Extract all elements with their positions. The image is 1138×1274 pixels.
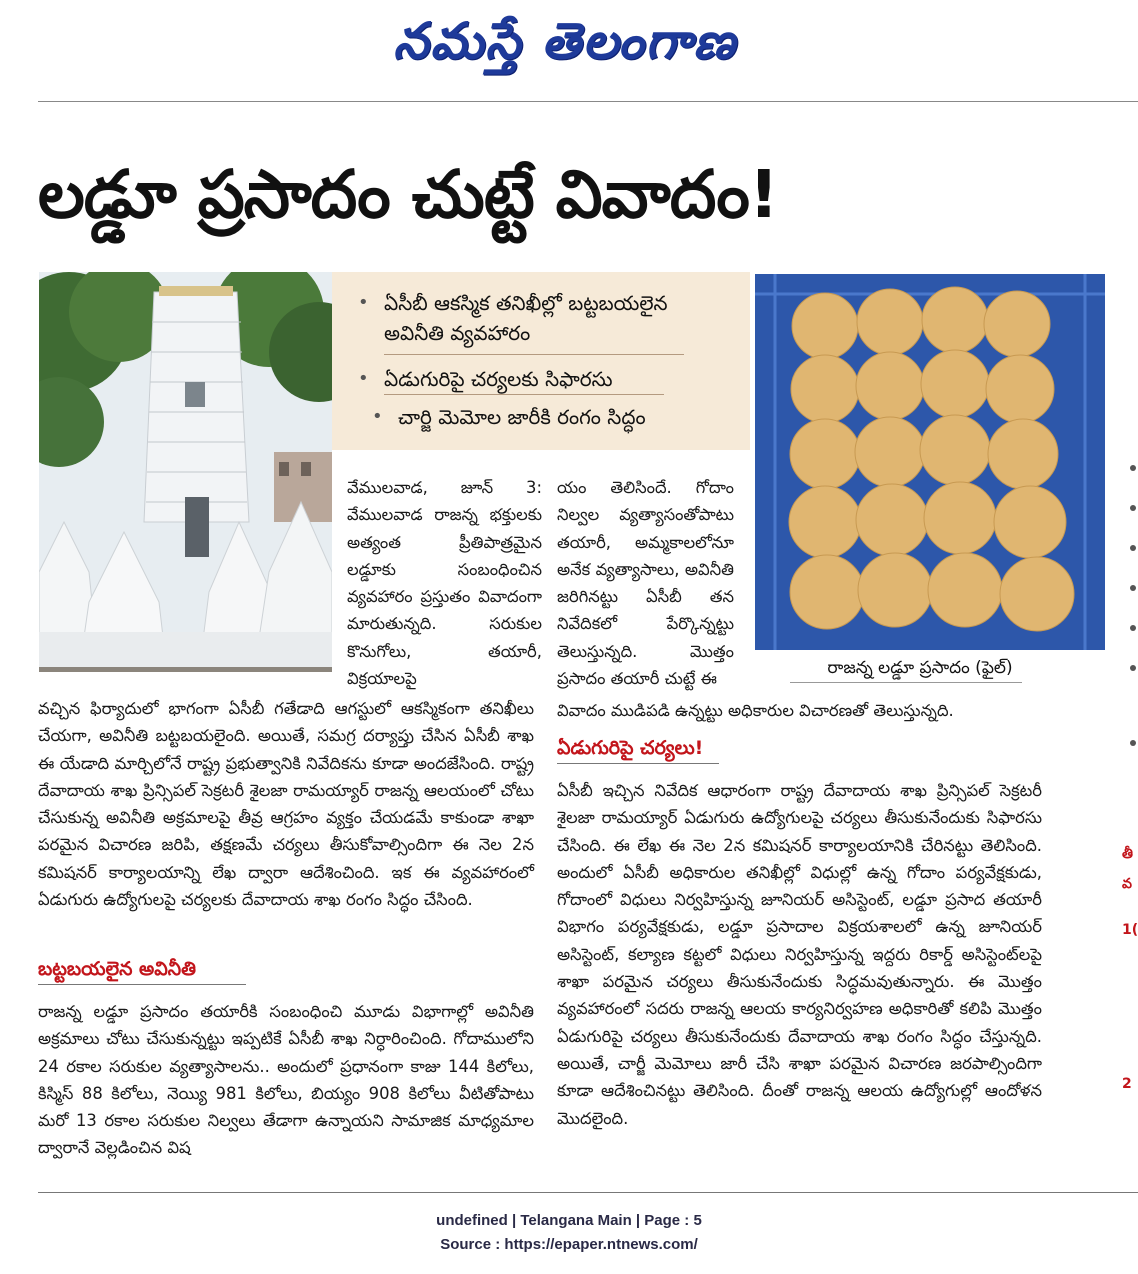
edge-bullet [1130, 665, 1136, 671]
article-col2-top: యం తెలిసిందే. గోదాం నిల్వల వ్యత్యాసంతోపాటు తయారీ, అమ్మకాలలోనూ అనేక వ్యత్యాసాలు, అవినీతి జరిగినట్టు ఏసీబీ తన నివేదికలో పేర్కొన్నట్టు తెలుస్తున్నది. మొత్తం ప్రసాదం తయారీ చుట్టే ఈ [557, 478, 734, 689]
edge-fragment: వ [1122, 876, 1132, 892]
edge-fragment: 2 [1122, 1076, 1132, 1092]
edge-bullet [1130, 505, 1136, 511]
laddu-photo [755, 274, 1105, 650]
footer-source: Source : https://epaper.ntnews.com/ [440, 1236, 698, 1253]
bullet-icon: • [358, 368, 369, 389]
subhead-underline [38, 984, 246, 985]
edge-bullet [1130, 740, 1136, 746]
bottom-rule [38, 1192, 1138, 1193]
bullet-icon: • [358, 292, 369, 313]
edge-fragment: 1( [1122, 922, 1138, 938]
article-left-body: వచ్చిన ఫిర్యాదులో భాగంగా ఏసీబీ గతేడాది ఆగస్టులో ఆకస్మికంగా తనిఖీలు చేయగా, అవినీతి బట్టబయలైంది. అయితే, సమగ్ర దర్యాప్తు చేసిన ఏసీబీ శాఖ ఈ యేడాది మార్చిలోనే రాష్ట్ర ప్రభుత్వానికి నివేదికను కూడా అందజేసింది. రాష్ట్ర దేవాదాయ శాఖ ప్రిన్సిపల్ సెక్రటరీ శైలజా రామయ్యార్ రాజన్న ఆలయంలో చోటు చేసుకున్న అవినీతి అక్రమాలపై తీవ్ర ఆగ్రహం వ్యక్తం చేయడమే కాకుండా శాఖా పరమైన విచారణ జరిపి, తక్షణమే చర్యలు తీసుకోవాల్సిందిగా ఈ నెల 2న కమిషనర్ కార్యాలయాన్ని లేఖ ద్వారా ఆదేశించింది. ఇక ఈ వ్యవహారంలో ఏడుగురు ఉద్యోగులపై చర్యలకు దేవాదాయ శాఖ రంగం సిద్ధం చేసింది. [38, 699, 534, 910]
article-col2-wide: వివాదం ముడిపడి ఉన్నట్టు అధికారుల విచారణతో తెలుస్తున్నది. [557, 701, 954, 720]
subhead-actions: ఏడుగురిపై చర్యలు! [557, 737, 704, 759]
subhead-underline [557, 763, 719, 764]
masthead [0, 0, 1138, 96]
bullet-icon: • [372, 406, 383, 427]
highlight-underline [384, 354, 684, 355]
laddu-illustration [755, 274, 1105, 650]
edge-bullet [1130, 545, 1136, 551]
highlight-item: • చార్జి మెమోల జారీకి రంగం సిద్ధం [376, 402, 736, 432]
headline: లడ్డూ ప్రసాదం చుట్టే వివాదం! [38, 156, 778, 233]
edge-fragment: తీ [1122, 846, 1133, 862]
top-rule [38, 101, 1138, 102]
highlight-underline [384, 394, 664, 395]
highlight-item: • ఏసీబీ ఆకస్మిక తనిఖీల్లో బట్టబయలైన అవినీతి వ్యవహారం [362, 288, 722, 348]
highlight-item: • ఏడుగురిపై చర్యలకు సిఫారసు [362, 364, 722, 394]
highlights-box [332, 272, 750, 450]
subhead-corruption: బట్టబయలైన అవినీతి [38, 958, 196, 980]
article-left-section2: రాజన్న లడ్డూ ప్రసాదం తయారీకి సంబంధించి మూడు విభాగాల్లో అవినీతి అక్రమాలు చోటు చేసుకున్నట్టు ఇప్పటికే ఏసీబీ శాఖ నిర్ధారించింది. గోదాములోని 24 రకాల సరుకుల వ్యత్యాసాలను.. అందులో ప్రధానంగా కాజు 144 కిలోలు, కిస్మిస్ 88 కిలోలు, నెయ్యి 981 కిలోలు, బియ్యం 908 కిలోలు వీటితోపాటు మరో 13 రకాల సరుకుల నిల్వలు తేడాగా ఉన్నాయని సామాజిక మాధ్యమాల ద్వారానే వెల్లడించిన విష [38, 1002, 534, 1158]
temple-illustration [39, 272, 332, 672]
temple-photo [39, 272, 332, 672]
edge-bullet [1130, 625, 1136, 631]
article-col1-top: వేములవాడ, జూన్ 3: వేములవాడ రాజన్న భక్తులకు అత్యంత ప్రీతిపాత్రమైన లడ్డూకు సంబంధించిన వ్యవహారం ప్రస్తుతం వివాదంగా మారుతున్నది. సరుకుల కొనుగోలు, తయారీ, విక్రయాలపై [347, 478, 542, 689]
edge-bullet [1130, 465, 1136, 471]
caption-underline [790, 682, 1022, 683]
photo-caption: రాజన్న లడ్డూ ప్రసాదం (ఫైల్) [827, 658, 1013, 678]
footer-page-info: undefined | Telangana Main | Page : 5 [436, 1212, 702, 1229]
masthead-title: నమస్తే తెలంగాణ [393, 11, 737, 70]
edge-bullet [1130, 585, 1136, 591]
article-right-section2: ఏసీబీ ఇచ్చిన నివేదిక ఆధారంగా రాష్ట్ర దేవాదాయ శాఖ ప్రిన్సిపల్ సెక్రటరీ శైలజా రామయ్యార్ ఏడుగురు ఉద్యోగులపై చర్యలు తీసుకునేందుకు సిఫారసు చేసింది. ఈ లేఖ ఈ నెల 2న కమిషనర్ కార్యాలయానికి చేరినట్టు తెలిసింది. అందులో ఏసీబీ అధికారుల తనిఖీల్లో విధుల్లో ఉన్న గోదాం పర్యవేక్షకుడు, గోదాంలో విధులు నిర్వహిస్తున్న జూనియర్ అసిస్టెంట్, లడ్డూ ప్రసాద తయారీ విభాగం పర్యవేక్షకుడు, లడ్డూ ప్రసాదాల విక్రయశాలలో ఉన్న జూనియర్ అసిస్టెంట్, కల్యాణ కట్టలో విధులు నిర్వహిస్తున్న ఇద్దరు రికార్డ్ అసిస్టెంట్‌లపై శాఖా పరమైన చర్యలు తీసుకునేందుకు సిద్ధమవుతున్నారు. ఈ మొత్తం వ్యవహారంలో సదరు రాజన్న ఆలయ కార్యనిర్వహణ అధికారితో కలిపి మొత్తం ఏడుగురిపై చర్యలు తీసుకునేందుకు దేవాదాయ శాఖ రంగం సిద్ధం చేస్తున్నది. అయితే, చార్జీ మెమోలు జారీ చేసి శాఖా పరమైన విచారణ జరపాల్సిందిగా కూడా ఆదేశించినట్టు తెలిసింది. దీంతో రాజన్న ఆలయ ఉద్యోగుల్లో ఆందోళన మొదలైంది. [557, 781, 1042, 1128]
